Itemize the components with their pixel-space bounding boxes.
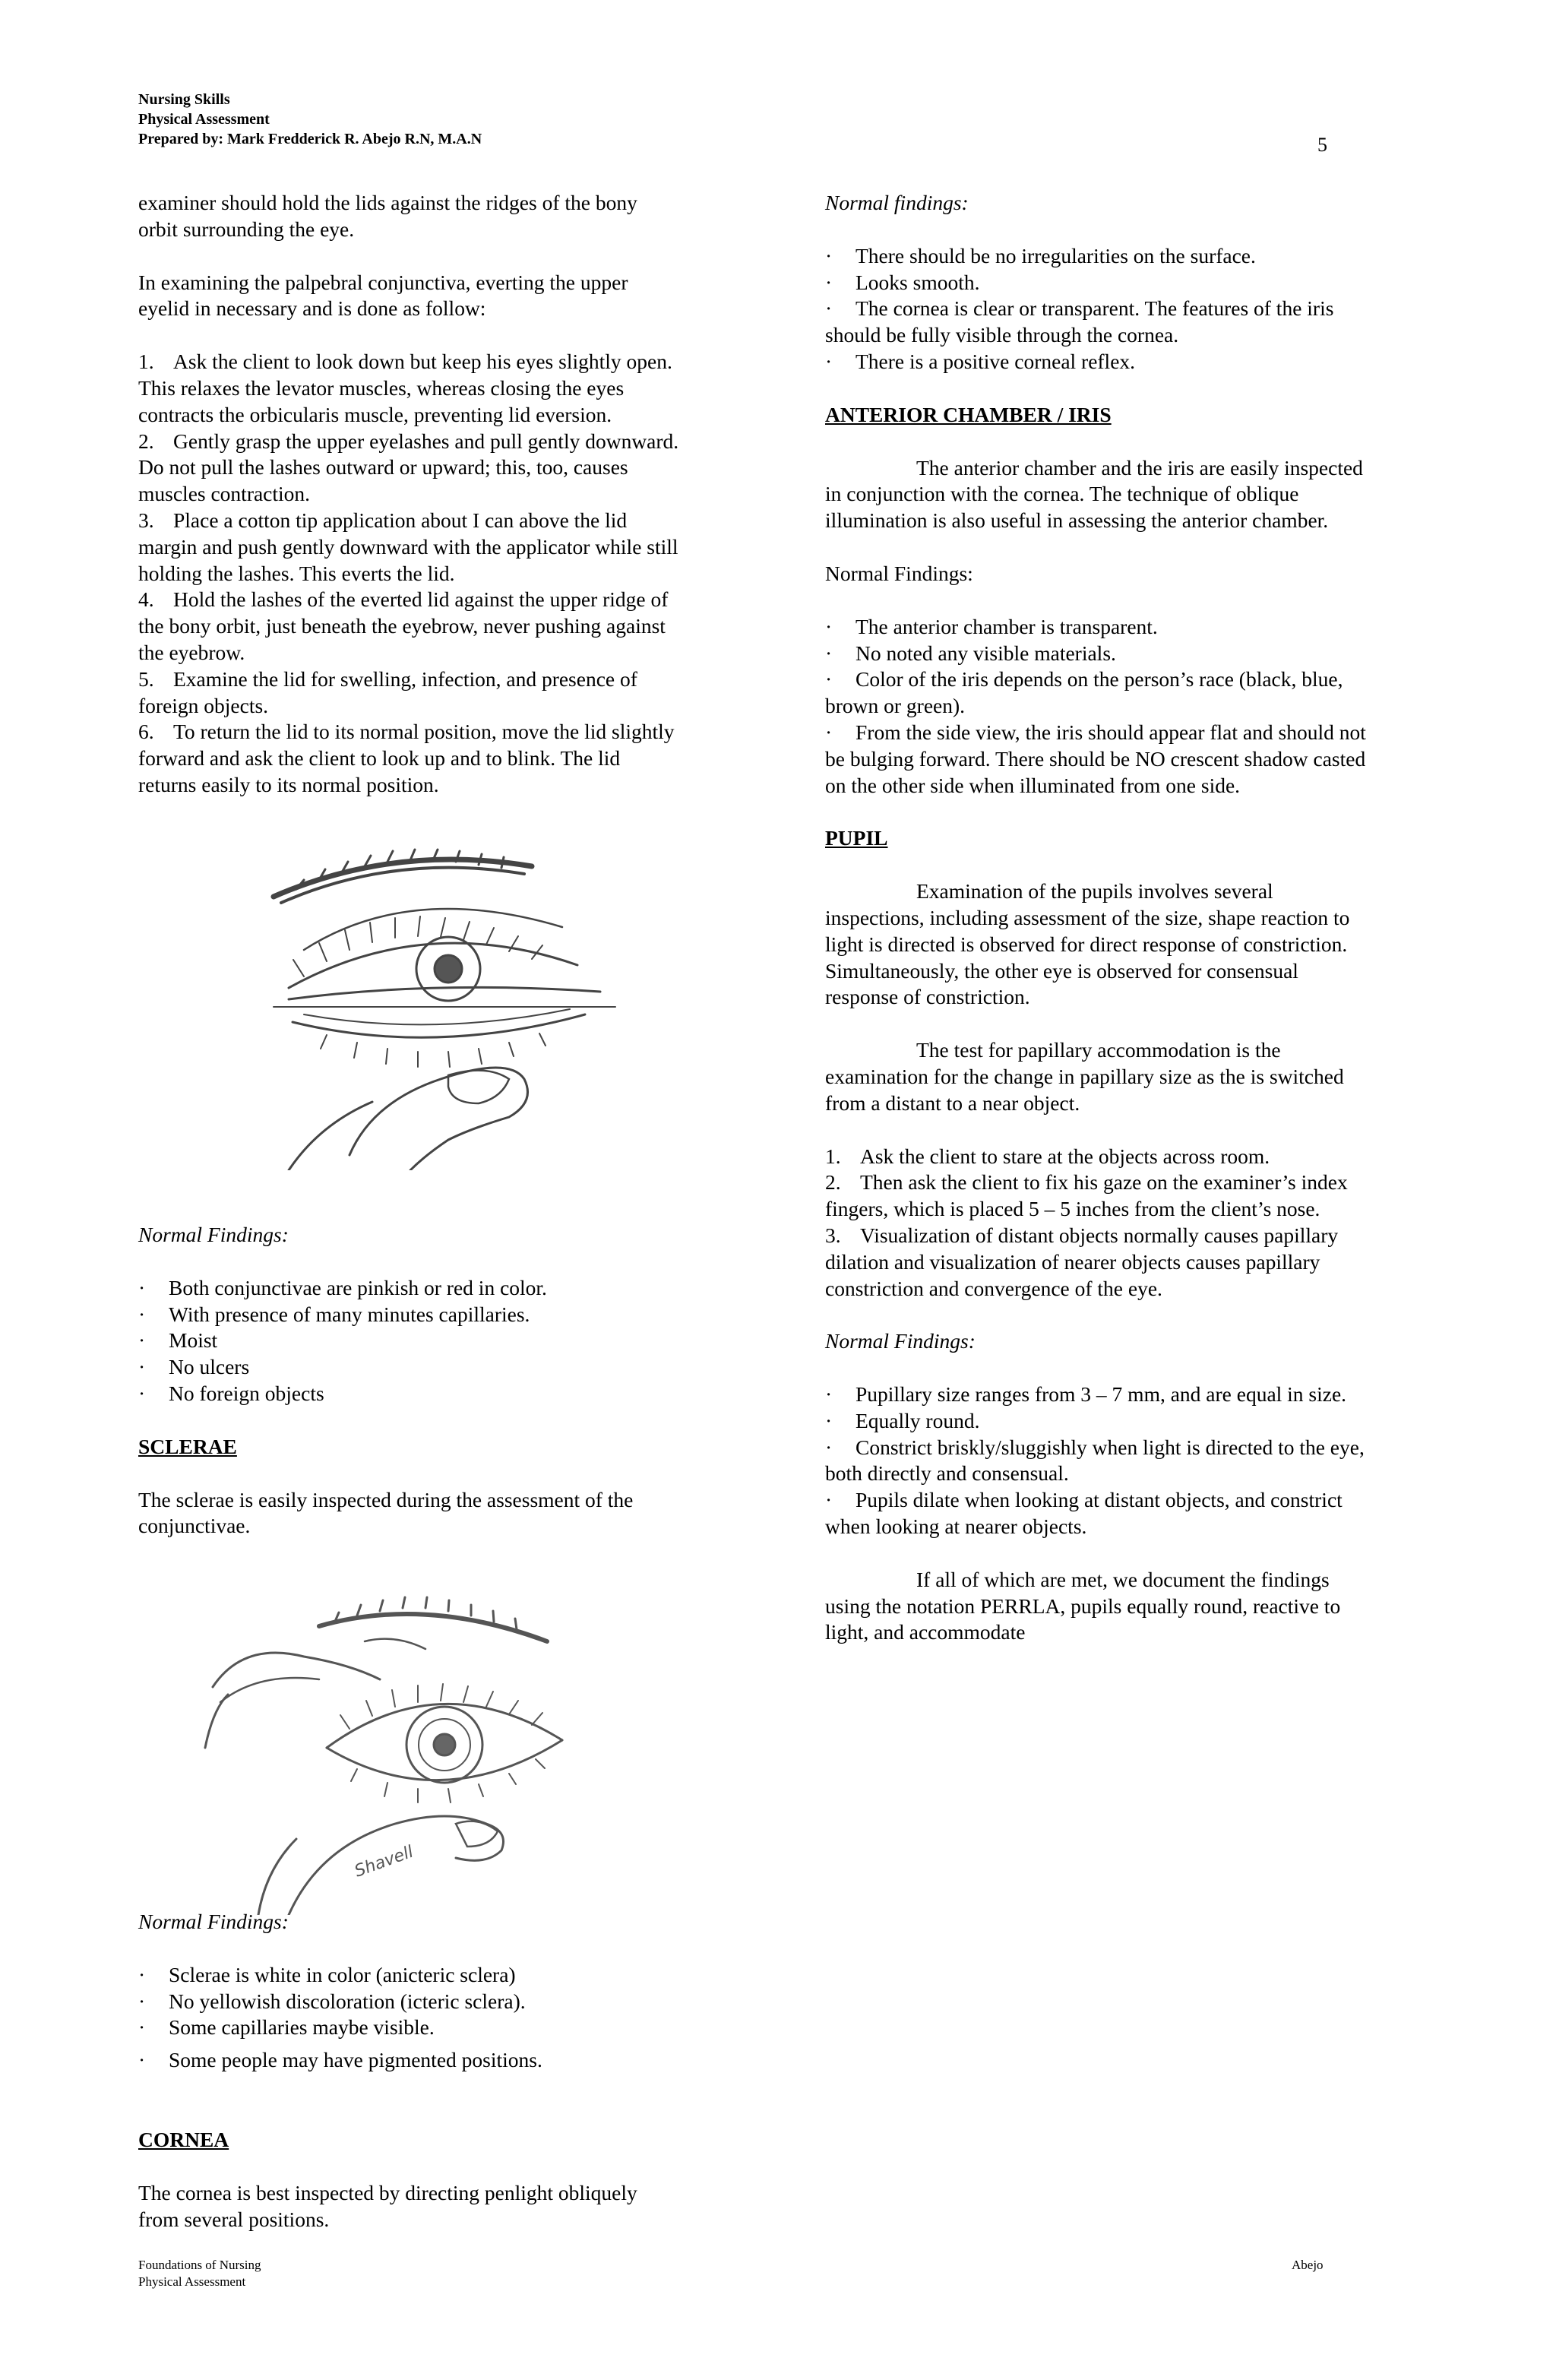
step-line (138, 719, 807, 745)
step-line (138, 349, 807, 375)
finding-item: · With presence of many minutes capillaries. (138, 1302, 807, 1328)
finding-item: · Sclerae is white in color (anicteric sclera) (138, 1962, 807, 1989)
step-line: holding the lashes. This everts the lid. (138, 561, 455, 585)
step-line: forward and ask the client to look up and to blink. The lid (138, 746, 621, 771)
text-line: from a distant to a near object. (825, 1090, 1080, 1115)
left-column-top (138, 190, 807, 799)
step-text: Ask the client to stare at the objects across room. (860, 1144, 1270, 1168)
text-line: The anterior chamber and the iris are easily inspected (916, 455, 1363, 479)
step-number: 5. (138, 666, 154, 691)
finding-item: · Some capillaries maybe visible. (138, 2014, 807, 2041)
step-text: Place a cotton tip application about I can above the lid (173, 508, 628, 532)
step-line: contracts the orbicularis muscle, preventing lid eversion. (138, 402, 612, 426)
step-number: 3. (138, 508, 154, 532)
step-line: foreign objects. (138, 693, 269, 717)
text-line: If all of which are met, we document the findings (916, 1567, 1330, 1591)
finding-item: · No foreign objects (138, 1381, 807, 1407)
finding-item: · No ulcers (138, 1354, 807, 1381)
sclera-exam-illustration (198, 1596, 593, 1915)
text-line: in conjunction with the cornea. The technique of oblique (825, 482, 1299, 506)
step-line: returns easily to its normal position. (138, 772, 439, 796)
text-line: using the notation PERRLA, pupils equally round, reactive to (825, 1594, 1341, 1618)
step-text: Examine the lid for swelling, infection, and presence of (173, 666, 637, 691)
findings-label: Normal Findings: (825, 1329, 976, 1353)
finding-item: · Looks smooth. (825, 270, 1425, 296)
step-number: 6. (138, 720, 154, 744)
section-heading-anterior-chamber: ANTERIOR CHAMBER / IRIS (825, 402, 1112, 426)
step-number: 4. (138, 587, 154, 612)
finding-item: · Pupillary size ranges from 3 – 7 mm, and are equal in size. (825, 1381, 1425, 1408)
text-line: response of constriction. (825, 985, 1030, 1009)
finding-item: · Some people may have pigmented positions. (138, 2047, 807, 2074)
finding-item: · There should be no irregularities on the surface. (825, 243, 1425, 270)
header-author: Prepared by: Mark Fredderick R. Abejo R.N, M.A.N (138, 131, 482, 147)
finding-item: · No noted any visible materials. (825, 641, 1425, 667)
step-line (825, 1144, 1425, 1170)
finding-item: · Moist (138, 1328, 807, 1354)
footer-course: Foundations of Nursing (138, 2258, 261, 2272)
finding-item: · The anterior chamber is transparent. (825, 614, 1425, 641)
left-column-middle (138, 1222, 807, 1540)
page-number: 5 (1317, 134, 1327, 156)
text-line: examiner should hold the lids against the ridges of the bony (138, 191, 637, 214)
finding-item-cont: both directly and consensual. (825, 1461, 1069, 1486)
left-column-bottom (138, 1909, 807, 2233)
step-line: dilation and visualization of nearer objects causes papillary (825, 1249, 1320, 1274)
step-line: This relaxes the levator muscles, whereas closing the eyes (138, 375, 625, 400)
step-number: 1. (825, 1144, 841, 1168)
step-line (825, 1223, 1425, 1249)
step-line: the eyebrow. (138, 640, 245, 664)
finding-item: · From the side view, the iris should appear flat and should not (825, 720, 1425, 746)
step-line: the bony orbit, just beneath the eyebrow, never pushing against (138, 614, 666, 638)
text-line: The sclerae is easily inspected during the assessment of the (138, 1487, 634, 1511)
header-course: Nursing Skills (138, 91, 230, 108)
page-footer-right: Abejo (1292, 2258, 1324, 2272)
findings-label: Normal Findings: (138, 1910, 289, 1933)
step-number: 1. (138, 350, 154, 374)
header-topic: Physical Assessment (138, 111, 270, 128)
text-line: orbit surrounding the eye. (138, 217, 355, 241)
step-line (138, 429, 807, 455)
step-text: Hold the lashes of the everted lid against the upper ridge of (173, 587, 669, 612)
finding-item-cont: when looking at nearer objects. (825, 1514, 1087, 1539)
footer-topic: Physical Assessment (138, 2274, 246, 2289)
step-line (825, 1169, 1425, 1196)
everted-eyelid-illustration (258, 836, 623, 1170)
section-heading-cornea: CORNEA (138, 2127, 229, 2151)
finding-item-cont: brown or green). (825, 694, 966, 718)
text-line: The test for papillary accommodation is the (916, 1038, 1281, 1062)
text-line: inspections, including assessment of the size, shape reaction to (825, 905, 1350, 929)
text-line: light is directed is observed for direct response of constriction. (825, 932, 1348, 956)
text-line: Simultaneously, the other eye is observed for consensual (825, 958, 1298, 983)
text-line: The cornea is best inspected by directing penlight obliquely (138, 2180, 637, 2204)
step-line: constriction and convergence of the eye. (825, 1276, 1162, 1300)
finding-item: · No yellowish discoloration (icteric sclera). (138, 1989, 807, 2015)
finding-item-cont: should be fully visible through the cornea. (825, 323, 1179, 347)
step-line: margin and push gently downward with the applicator while still (138, 534, 678, 559)
step-text: To return the lid to its normal position, move the lid slightly (173, 720, 675, 744)
finding-item: · Pupils dilate when looking at distant objects, and constrict (825, 1487, 1425, 1514)
findings-label: Normal Findings: (138, 1223, 289, 1246)
step-text: Ask the client to look down but keep his eyes slightly open. (173, 350, 672, 374)
step-line (138, 666, 807, 693)
finding-item: · Constrict briskly/sluggishly when light is directed to the eye, (825, 1435, 1425, 1461)
right-column (825, 190, 1425, 1646)
step-line (138, 508, 807, 534)
finding-item: · Color of the iris depends on the person’s race (black, blue, (825, 666, 1425, 693)
step-number: 2. (138, 429, 154, 453)
text-line: In examining the palpebral conjunctiva, everting the upper (138, 270, 628, 294)
finding-item: · Both conjunctivae are pinkish or red in color. (138, 1275, 807, 1302)
text-line: illumination is also useful in assessing the anterior chamber. (825, 508, 1329, 533)
section-heading-sclerae: SCLERAE (138, 1434, 237, 1458)
findings-label: Normal Findings: (825, 561, 973, 585)
step-text: Visualization of distant objects normally causes papillary (860, 1223, 1339, 1247)
step-line: muscles contraction. (138, 482, 311, 506)
page-footer-left (138, 2257, 261, 2290)
step-number: 3. (825, 1223, 841, 1247)
step-text: Then ask the client to fix his gaze on the examiner’s index (860, 1170, 1348, 1195)
text-line: conjunctivae. (138, 1514, 251, 1538)
step-line: Do not pull the lashes outward or upward; this, too, causes (138, 455, 628, 479)
text-line: Examination of the pupils involves several (916, 879, 1273, 904)
page-header (138, 90, 482, 149)
text-line: from several positions. (138, 2207, 330, 2231)
illustration-signature: Shavell (352, 1842, 416, 1882)
step-text: Gently grasp the upper eyelashes and pull gently downward. (173, 429, 679, 453)
finding-item: · Equally round. (825, 1408, 1425, 1435)
step-line: fingers, which is placed 5 – 5 inches from the client’s nose. (825, 1197, 1320, 1221)
text-line: light, and accommodate (825, 1620, 1026, 1644)
finding-item: · There is a positive corneal reflex. (825, 349, 1425, 375)
findings-label: Normal findings: (825, 191, 969, 214)
step-number: 2. (825, 1170, 841, 1195)
finding-item-cont: be bulging forward. There should be NO crescent shadow casted (825, 746, 1366, 771)
finding-item-cont: on the other side when illuminated from one side. (825, 773, 1241, 797)
finding-item: · The cornea is clear or transparent. The features of the iris (825, 296, 1425, 322)
text-line: eyelid in necessary and is done as follow: (138, 296, 486, 321)
step-line (138, 587, 807, 613)
section-heading-pupil: PUPIL (825, 826, 888, 850)
text-line: examination for the change in papillary size as the is switched (825, 1064, 1344, 1088)
